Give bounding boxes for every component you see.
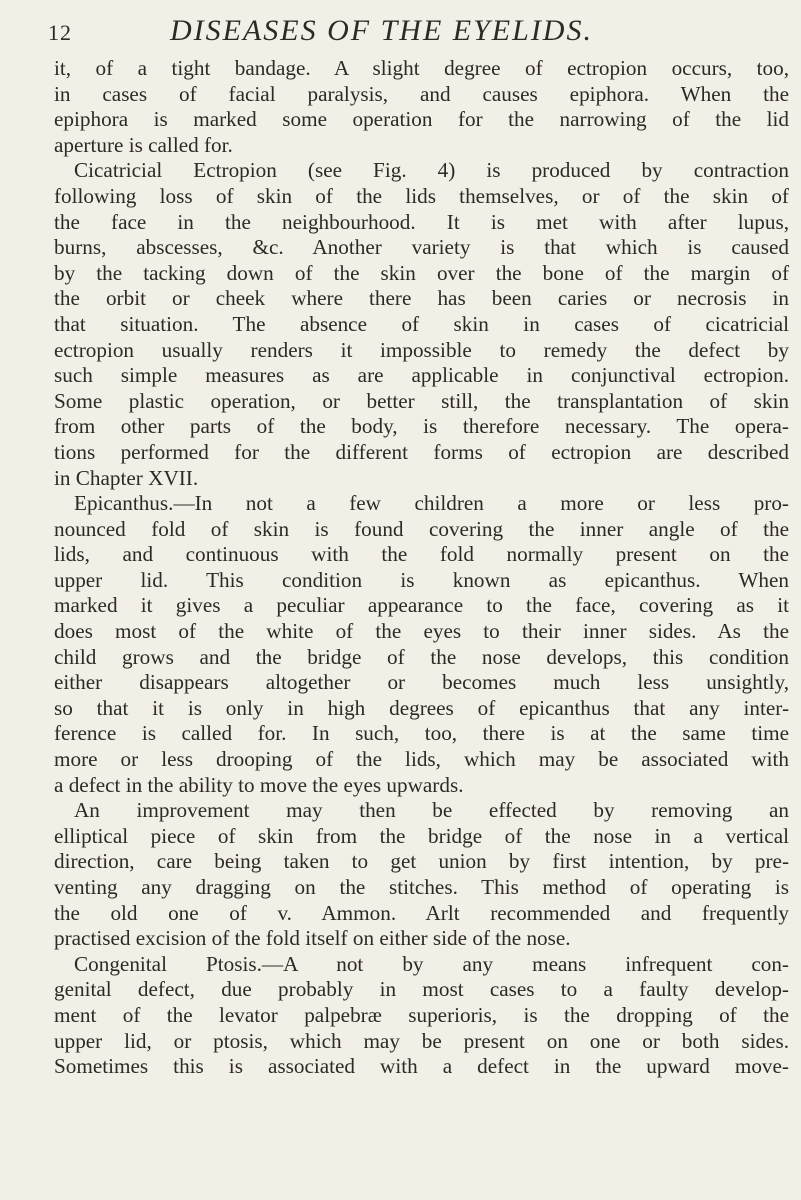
text-line: genital defect, due probably in most cases to a faulty develop- — [54, 977, 789, 1002]
text-line: upper lid, or ptosis, which may be present on one or both sides. — [54, 1028, 789, 1053]
text-line: the old one of v. Ammon. Arlt recommended and frequently — [54, 900, 789, 925]
text-line: venting any dragging on the stitches. This method of operating is — [54, 875, 789, 899]
text-line: the orbit or cheek where there has been caries or necrosis in — [54, 286, 789, 311]
text-line: practised excision of the fold itself on either side of the nose. — [54, 926, 571, 951]
text-line: Cicatricial Ectropion (see Fig. 4) is produced by contraction — [74, 158, 789, 183]
text-line: so that it is only in high degrees of epicanthus that any inter- — [54, 695, 789, 720]
text-line: the face in the neighbourhood. It is met with after lupus, — [54, 209, 789, 234]
running-head: DISEASES OF THE EYELIDS. — [170, 14, 593, 47]
text-line: from other parts of the body, is therefore necessary. The opera- — [54, 414, 789, 439]
text-line: either disappears altogether or becomes much less unsightly, — [54, 670, 789, 695]
text-line: Congenital Ptosis.—A not by any means infrequent con- — [74, 951, 789, 976]
text-line: burns, abscesses, &c. Another variety is that which is caused — [54, 235, 789, 260]
text-line: does most of the white of the eyes to their inner sides. As the — [54, 619, 789, 644]
text-line: ectropion usually renders it impossible to remedy the defect by — [54, 337, 789, 362]
text-line: a defect in the ability to move the eyes upwards. — [54, 772, 464, 797]
text-line: in cases of facial paralysis, and causes epiphora. When the — [54, 81, 789, 106]
text-line: in Chapter XVII. — [54, 465, 199, 490]
text-line: it, of a tight bandage. A slight degree of ectropion occurs, too, — [54, 56, 789, 80]
text-line: An improvement may then be effected by removing an — [74, 798, 789, 823]
text-line: upper lid. This condition is known as epicanthus. When — [54, 567, 789, 592]
text-line: direction, care being taken to get union by first intention, by pre- — [54, 849, 789, 874]
text-line: by the tacking down of the skin over the bone of the margin of — [54, 260, 789, 285]
text-line: child grows and the bridge of the nose develops, this condition — [54, 644, 789, 669]
text-line: Some plastic operation, or better still, the transplantation of skin — [54, 388, 789, 413]
text-line: lids, and continuous with the fold normally present on the — [54, 542, 789, 567]
text-line: nounced fold of skin is found covering the inner angle of the — [54, 516, 789, 541]
page-number: 12 — [48, 20, 72, 45]
text-line: such simple measures as are applicable in conjunctival ectropion. — [54, 363, 789, 388]
text-line: Epicanthus.—In not a few children a more or less pro- — [74, 491, 789, 516]
text-line: more or less drooping of the lids, which may be associated with — [54, 747, 789, 772]
text-line: tions performed for the different forms of ectropion are described — [54, 439, 789, 464]
text-line: following loss of skin of the lids themselves, or of the skin of — [54, 183, 789, 208]
text-line: ference is called for. In such, too, there is at the same time — [54, 721, 789, 746]
text-line: that situation. The absence of skin in cases of cicatricial — [54, 311, 789, 336]
text-line: Sometimes this is associated with a defect in the upward move- — [54, 1054, 789, 1079]
page-header — [0, 14, 801, 54]
text-line: ment of the levator palpebræ superioris, is the dropping of the — [54, 1002, 789, 1027]
text-line: elliptical piece of skin from the bridge of the nose in a vertical — [54, 823, 789, 848]
text-line: marked it gives a peculiar appearance to the face, covering as it — [54, 593, 789, 618]
text-line: epiphora is marked some operation for the narrowing of the lid — [54, 107, 789, 132]
body-text — [54, 56, 789, 1080]
text-line: aperture is called for. — [54, 132, 233, 157]
